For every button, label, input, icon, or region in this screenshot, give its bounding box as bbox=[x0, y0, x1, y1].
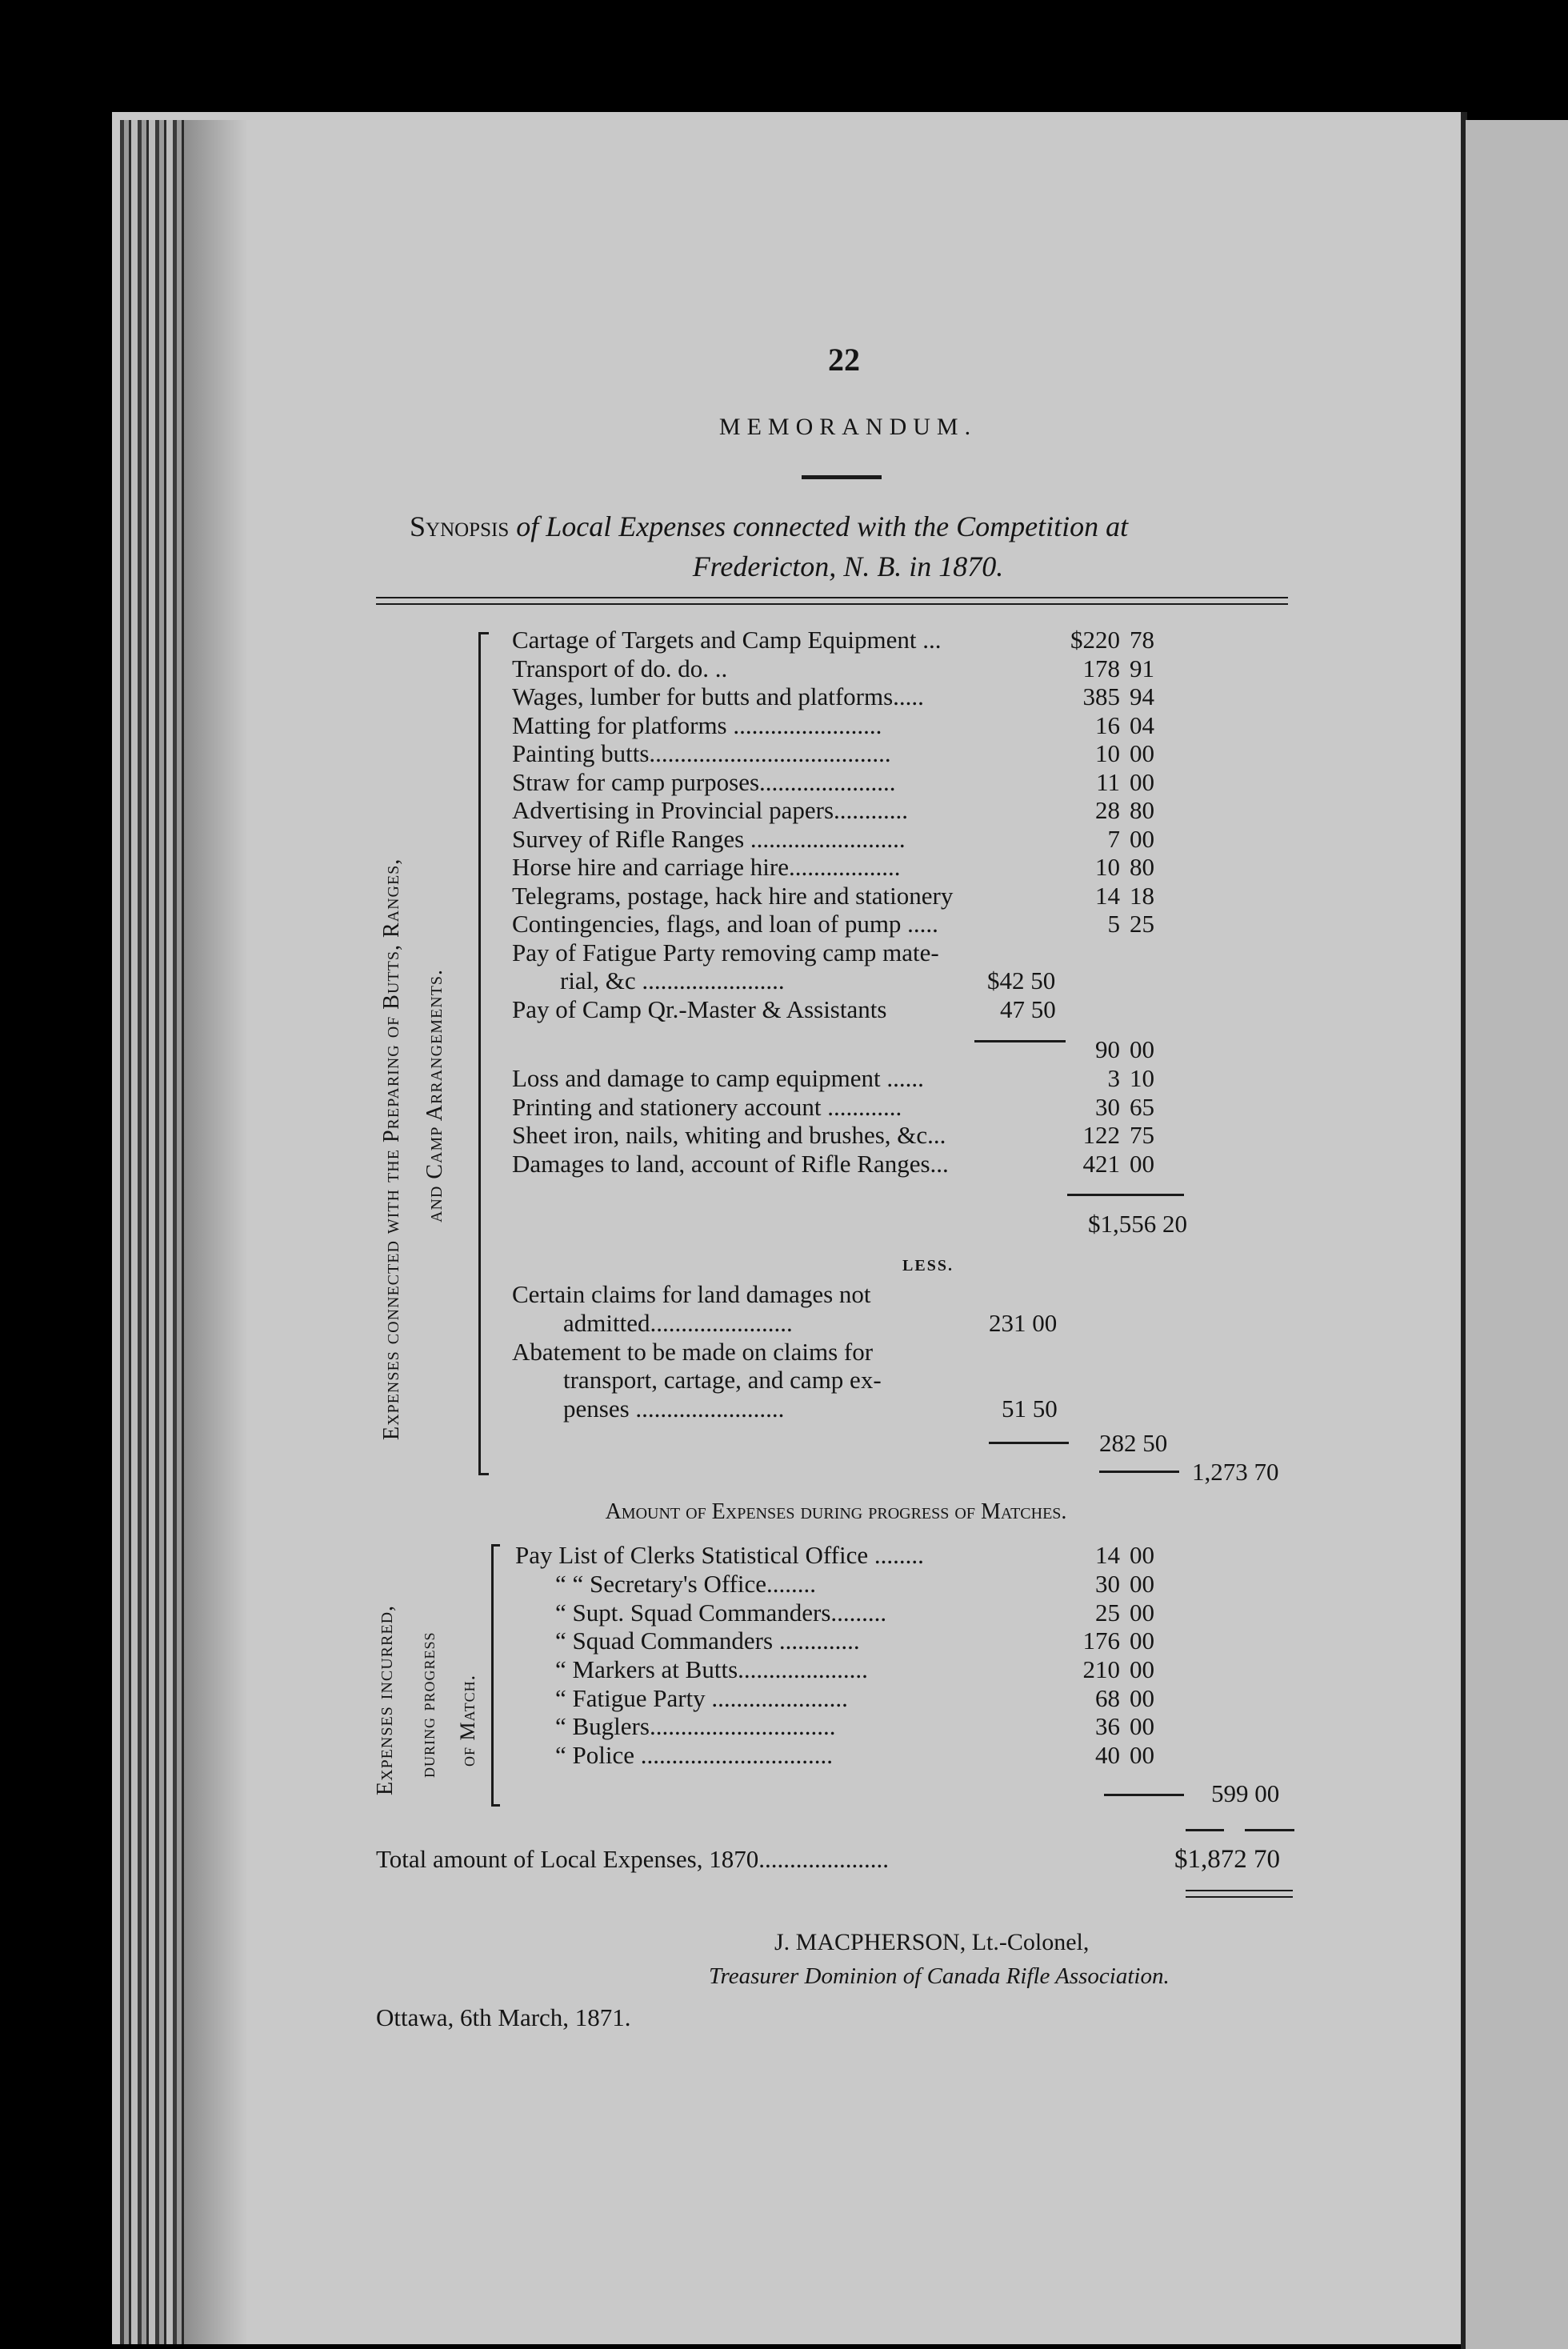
grand-rule-right bbox=[1245, 1829, 1294, 1831]
pay-item-cents: 00 bbox=[1130, 1599, 1154, 1627]
date-line: Ottawa, 6th March, 1871. bbox=[376, 2003, 631, 2031]
double-rule-top bbox=[376, 597, 1288, 598]
item-dollars: 421 bbox=[1082, 1150, 1120, 1178]
item-cents: 80 bbox=[1130, 853, 1154, 881]
pay-item-label: “ Fatigue Party ...................... bbox=[555, 1684, 848, 1712]
claim2-line-3: penses ........................ bbox=[563, 1395, 785, 1423]
pay-item-label: “ Police ............................... bbox=[555, 1741, 833, 1769]
item-label: Telegrams, postage, hack hire and stationery bbox=[512, 882, 954, 910]
pay-item-dollars: 176 bbox=[1082, 1627, 1120, 1655]
pay-item-dollars: 30 bbox=[1095, 1570, 1120, 1598]
pay-item-cents: 00 bbox=[1130, 1741, 1154, 1769]
item-label: Wages, lumber for butts and platforms..... bbox=[512, 682, 924, 710]
item-label: Contingencies, flags, and loan of pump ..... bbox=[512, 910, 938, 938]
claim1-line-2: admitted....................... bbox=[563, 1309, 793, 1337]
net-sum-rule bbox=[1099, 1471, 1179, 1473]
section1-net-total: 1,273 70 bbox=[1192, 1458, 1279, 1486]
section1-side-label-2: and Camp Arrangements. bbox=[422, 968, 447, 1223]
book-spine bbox=[120, 120, 184, 2344]
pay-item-cents: 00 bbox=[1130, 1570, 1154, 1598]
signature-title: Treasurer Dominion of Canada Rifle Association. bbox=[709, 1963, 1170, 1989]
item-dollars: 10 bbox=[1095, 739, 1120, 767]
item-cents: 25 bbox=[1130, 910, 1154, 938]
item-dollars: 14 bbox=[1095, 882, 1120, 910]
item-cents: 00 bbox=[1130, 739, 1154, 767]
pay-item-dollars: 25 bbox=[1095, 1599, 1120, 1627]
item-label: Sheet iron, nails, whiting and brushes, &c... bbox=[512, 1121, 946, 1149]
section1-sum-rule bbox=[1067, 1194, 1184, 1196]
item-cents: 75 bbox=[1130, 1121, 1154, 1149]
pay-item-cents: 00 bbox=[1130, 1655, 1154, 1683]
fatigue-line-2-amount: $42 50 bbox=[987, 966, 1056, 994]
item-dollars: 11 bbox=[1096, 768, 1120, 796]
section2-brace bbox=[491, 1544, 500, 1807]
page-heading: MEMORANDUM. bbox=[718, 414, 978, 440]
pay-item-cents: 00 bbox=[1130, 1684, 1154, 1712]
signature-name: J. MACPHERSON, Lt.-Colonel, bbox=[774, 1929, 1090, 1955]
item-dollars: $220 bbox=[1070, 626, 1120, 654]
double-rule-bottom bbox=[376, 603, 1288, 605]
section2-side-label-3: of Match. bbox=[456, 1674, 479, 1767]
pay-item-cents: 00 bbox=[1130, 1712, 1154, 1740]
section1-side-label-1: Expenses connected with the Preparing of Butts, Ranges, bbox=[379, 858, 404, 1440]
item-cents: 00 bbox=[1130, 825, 1154, 853]
item-cents: 91 bbox=[1130, 654, 1154, 682]
item-label: Transport of do. do. .. bbox=[512, 654, 728, 682]
fatigue-line-3: Pay of Camp Qr.-Master & Assistants bbox=[512, 995, 887, 1023]
synopsis-line-2: Fredericton, N. B. in 1870. bbox=[692, 550, 1004, 582]
fatigue-line-3-amount: 47 50 bbox=[1000, 995, 1056, 1023]
item-label: Damages to land, account of Rifle Ranges... bbox=[512, 1150, 949, 1178]
item-label: Loss and damage to camp equipment ...... bbox=[512, 1064, 924, 1092]
item-dollars: 30 bbox=[1095, 1093, 1120, 1121]
item-cents: 10 bbox=[1130, 1064, 1154, 1092]
item-label: Straw for camp purposes...................... bbox=[512, 768, 896, 796]
grand-total-amount: $1,872 70 bbox=[1174, 1845, 1280, 1874]
claim2-amount: 51 50 bbox=[1002, 1395, 1058, 1423]
fatigue-subtotal-dollars: 90 bbox=[1095, 1035, 1120, 1063]
item-label: Cartage of Targets and Camp Equipment ... bbox=[512, 626, 942, 654]
item-cents: 65 bbox=[1130, 1093, 1154, 1121]
pay-item-dollars: 40 bbox=[1095, 1741, 1120, 1769]
page-number: 22 bbox=[828, 342, 860, 378]
item-label: Painting butts....................................... bbox=[512, 739, 891, 767]
facing-page-edge bbox=[1466, 120, 1568, 2349]
section2-heading: Amount of Expenses during progress of Matches. bbox=[605, 1499, 1067, 1524]
claim2-line-1: Abatement to be made on claims for bbox=[512, 1338, 874, 1366]
pay-item-dollars: 36 bbox=[1095, 1712, 1120, 1740]
grand-double-rule-top bbox=[1186, 1890, 1293, 1891]
pay-item-label: “ Markers at Butts..................... bbox=[555, 1655, 868, 1683]
section2-side-label-1: Expenses incurred, bbox=[373, 1604, 398, 1795]
item-cents: 94 bbox=[1130, 682, 1154, 710]
pay-item-label: “ “ Secretary's Office........ bbox=[555, 1570, 817, 1598]
claim2-line-2: transport, cartage, and camp ex- bbox=[563, 1366, 882, 1394]
item-dollars: 178 bbox=[1082, 654, 1120, 682]
pay-item-cents: 00 bbox=[1130, 1541, 1154, 1569]
section2-sum-rule bbox=[1104, 1794, 1184, 1796]
page-background bbox=[112, 112, 1464, 2344]
item-cents: 80 bbox=[1130, 796, 1154, 824]
section1-total: $1,556 20 bbox=[1088, 1210, 1187, 1238]
item-dollars: 28 bbox=[1095, 796, 1120, 824]
item-dollars: 3 bbox=[1107, 1064, 1120, 1092]
pay-item-label: “ Buglers.............................. bbox=[555, 1712, 836, 1740]
fatigue-subtotal-cents: 00 bbox=[1130, 1035, 1154, 1063]
grand-rule-left bbox=[1186, 1829, 1224, 1831]
item-cents: 78 bbox=[1130, 626, 1154, 654]
item-dollars: 122 bbox=[1082, 1121, 1120, 1149]
grand-double-rule-bottom bbox=[1186, 1896, 1293, 1898]
less-total: 282 50 bbox=[1099, 1429, 1168, 1457]
item-cents: 00 bbox=[1130, 768, 1154, 796]
section2-side-label-2: during progress bbox=[416, 1631, 439, 1778]
item-cents: 04 bbox=[1130, 711, 1154, 739]
item-label: Printing and stationery account ............ bbox=[512, 1093, 902, 1121]
pay-item-dollars: 68 bbox=[1095, 1684, 1120, 1712]
pay-item-dollars: 210 bbox=[1082, 1655, 1120, 1683]
pay-item-label: “ Squad Commanders ............. bbox=[555, 1627, 860, 1655]
claim1-line-1: Certain claims for land damages not bbox=[512, 1280, 871, 1308]
less-sum-rule bbox=[989, 1442, 1069, 1444]
item-label: Matting for platforms ........................ bbox=[512, 711, 882, 739]
item-cents: 00 bbox=[1130, 1150, 1154, 1178]
synopsis-lead: Synopsis bbox=[410, 510, 510, 542]
fatigue-line-1: Pay of Fatigue Party removing camp mate- bbox=[512, 938, 939, 966]
item-label: Survey of Rifle Ranges ......................... bbox=[512, 825, 906, 853]
section2-total: 599 00 bbox=[1211, 1779, 1280, 1807]
heading-rule bbox=[802, 475, 882, 479]
claim1-amount: 231 00 bbox=[989, 1309, 1058, 1337]
pay-item-cents: 00 bbox=[1130, 1627, 1154, 1655]
item-dollars: 7 bbox=[1107, 825, 1120, 853]
less-label: LESS. bbox=[902, 1257, 954, 1275]
pay-item-dollars: 14 bbox=[1095, 1541, 1120, 1569]
item-dollars: 10 bbox=[1095, 853, 1120, 881]
item-dollars: 5 bbox=[1107, 910, 1120, 938]
gutter-shadow bbox=[184, 120, 248, 2344]
item-label: Horse hire and carriage hire.................. bbox=[512, 853, 901, 881]
item-dollars: 385 bbox=[1082, 682, 1120, 710]
item-dollars: 16 bbox=[1095, 711, 1120, 739]
pay-item-label: Pay List of Clerks Statistical Office ........ bbox=[515, 1541, 924, 1569]
synopsis-text: of Local Expenses connected with the Competition at bbox=[516, 510, 1129, 542]
pay-item-label: “ Supt. Squad Commanders......... bbox=[555, 1599, 887, 1627]
grand-total-label: Total amount of Local Expenses, 1870..................... bbox=[376, 1845, 889, 1873]
synopsis-line-1 bbox=[410, 509, 1128, 544]
item-label: Advertising in Provincial papers............ bbox=[512, 796, 909, 824]
section1-brace bbox=[478, 632, 489, 1475]
item-cents: 18 bbox=[1130, 882, 1154, 910]
fatigue-line-2: rial, &c ....................... bbox=[560, 966, 785, 994]
